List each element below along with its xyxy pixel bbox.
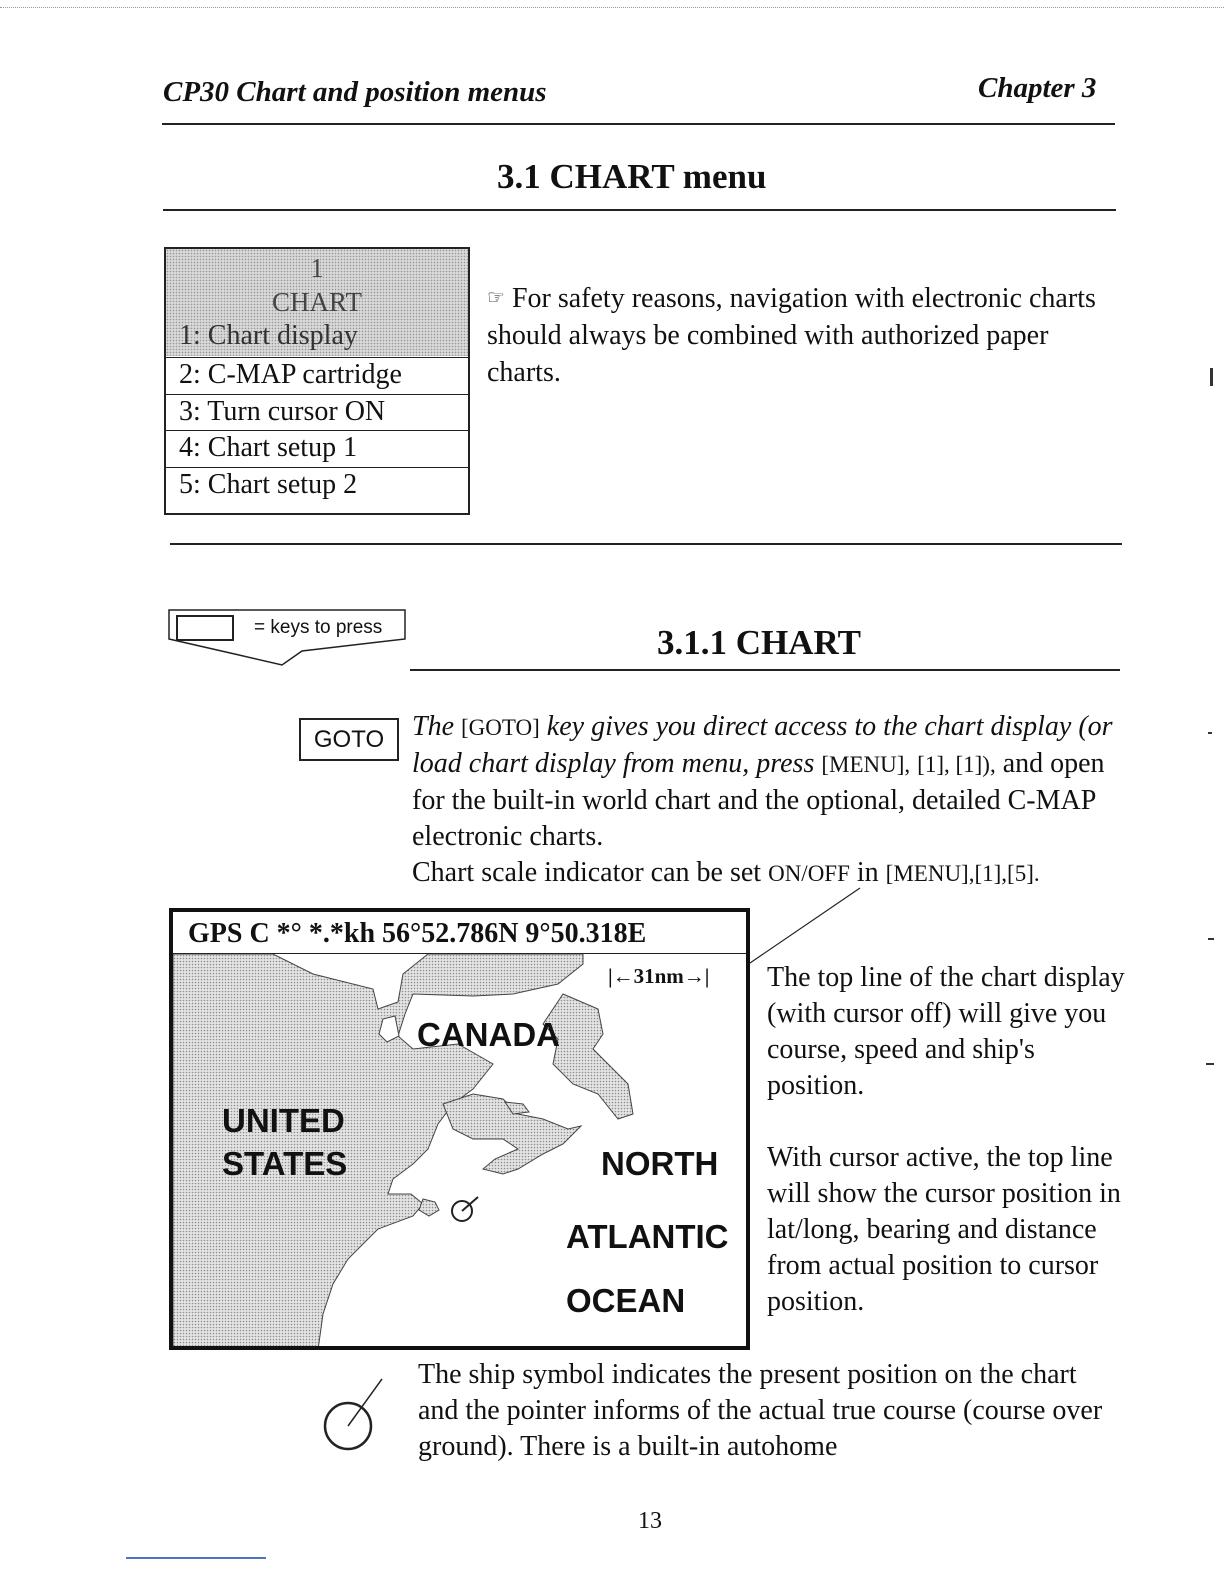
menu-item-chart-setup-2[interactable]: 5: Chart setup 2 xyxy=(166,467,468,503)
label-states: STATES xyxy=(222,1145,348,1182)
chart-menu-title: CHART xyxy=(272,287,362,317)
menu-item-chart-display[interactable]: 1: Chart display xyxy=(179,320,358,351)
safety-note-text: For safety reasons, navigation with electronic charts should always be combined with authorized paper charts. xyxy=(487,283,1096,388)
pointing-hand-icon: ☞ xyxy=(487,287,505,309)
safety-note xyxy=(487,280,1117,391)
intro-key-goto: [GOTO] xyxy=(461,715,540,740)
cursor-description: With cursor active, the top line will show the cursor position in lat/long, bearing and distance from actual position to cursor position. xyxy=(767,1142,1121,1317)
landmass-cape-cod xyxy=(419,1199,439,1216)
top-line-description: The top line of the chart display (with cursor off) will give you course, speed and ship's position. xyxy=(767,962,1125,1101)
subsection-title: 3.1.1 CHART xyxy=(657,623,861,662)
ship-symbol-icon xyxy=(452,1197,478,1221)
ship-symbol-description: The ship symbol indicates the present position on the chart and the pointer informs of the actual true course (course over ground). There is a built-in autohome xyxy=(418,1359,1103,1462)
subsection-rule xyxy=(410,669,1120,671)
goto-key[interactable]: GOTO xyxy=(299,718,399,761)
margin-mark xyxy=(1206,1063,1214,1065)
page-number: 13 xyxy=(638,1508,662,1534)
label-atlantic: ATLANTIC xyxy=(566,1218,729,1255)
menu-item-cmap-cartridge[interactable]: 2: C-MAP cartridge xyxy=(166,357,468,393)
chart-menu-number: 1 xyxy=(310,253,324,283)
header-rule xyxy=(162,123,1115,125)
label-canada: CANADA xyxy=(417,1016,560,1053)
label-united: UNITED xyxy=(222,1102,345,1139)
scale-ind-onoff: ON/OFF xyxy=(768,861,850,886)
chart-scale-indicator: |←31nm→| xyxy=(608,964,710,988)
intro-italic-text: key gives you direct access to the chart display (or load chart display from menu, press xyxy=(412,711,1113,779)
intro-rest: and open for the built-in world chart and the optional, detailed C-MAP electronic charts. xyxy=(412,748,1105,852)
intro-the: The xyxy=(412,711,454,742)
ship-symbol-large-icon xyxy=(318,1376,390,1456)
keys-legend-text: = keys to press xyxy=(254,617,383,638)
key-box-icon xyxy=(177,616,233,640)
chart-top-line: GPS C *° *.*kh 56°52.786N 9°50.318E xyxy=(173,912,746,954)
menu-item-turn-cursor-on[interactable]: 3: Turn cursor ON xyxy=(166,394,468,430)
landmass-gaspe xyxy=(543,994,633,1119)
scale-ind-keys: [MENU],[1],[5]. xyxy=(885,861,1040,886)
running-header-title: CP30 Chart and position menus xyxy=(163,76,547,108)
bottom-scan-line xyxy=(126,1557,266,1559)
running-header-chapter: Chapter 3 xyxy=(978,72,1097,104)
label-north: NORTH xyxy=(601,1145,719,1182)
label-ocean: OCEAN xyxy=(566,1282,686,1319)
margin-mark xyxy=(1208,732,1212,734)
intro-keys-1-1: [1], [1]), xyxy=(917,752,996,777)
intro-key-menu: [MENU], xyxy=(821,752,911,777)
divider-rule xyxy=(170,543,1122,545)
scale-ind-text-b: in xyxy=(856,857,879,888)
margin-mark xyxy=(1210,368,1213,386)
menu-item-chart-setup-1[interactable]: 4: Chart setup 1 xyxy=(166,430,468,466)
scale-ind-text-a: Chart scale indicator can be set xyxy=(412,857,762,888)
section-rule xyxy=(163,209,1116,211)
margin-mark xyxy=(1208,938,1214,940)
intro-paragraph xyxy=(412,709,1132,892)
scan-top-edge xyxy=(0,7,1224,8)
chart-display[interactable] xyxy=(169,908,750,1350)
section-title: 3.1 CHART menu xyxy=(497,157,767,196)
chart-menu xyxy=(164,247,470,515)
